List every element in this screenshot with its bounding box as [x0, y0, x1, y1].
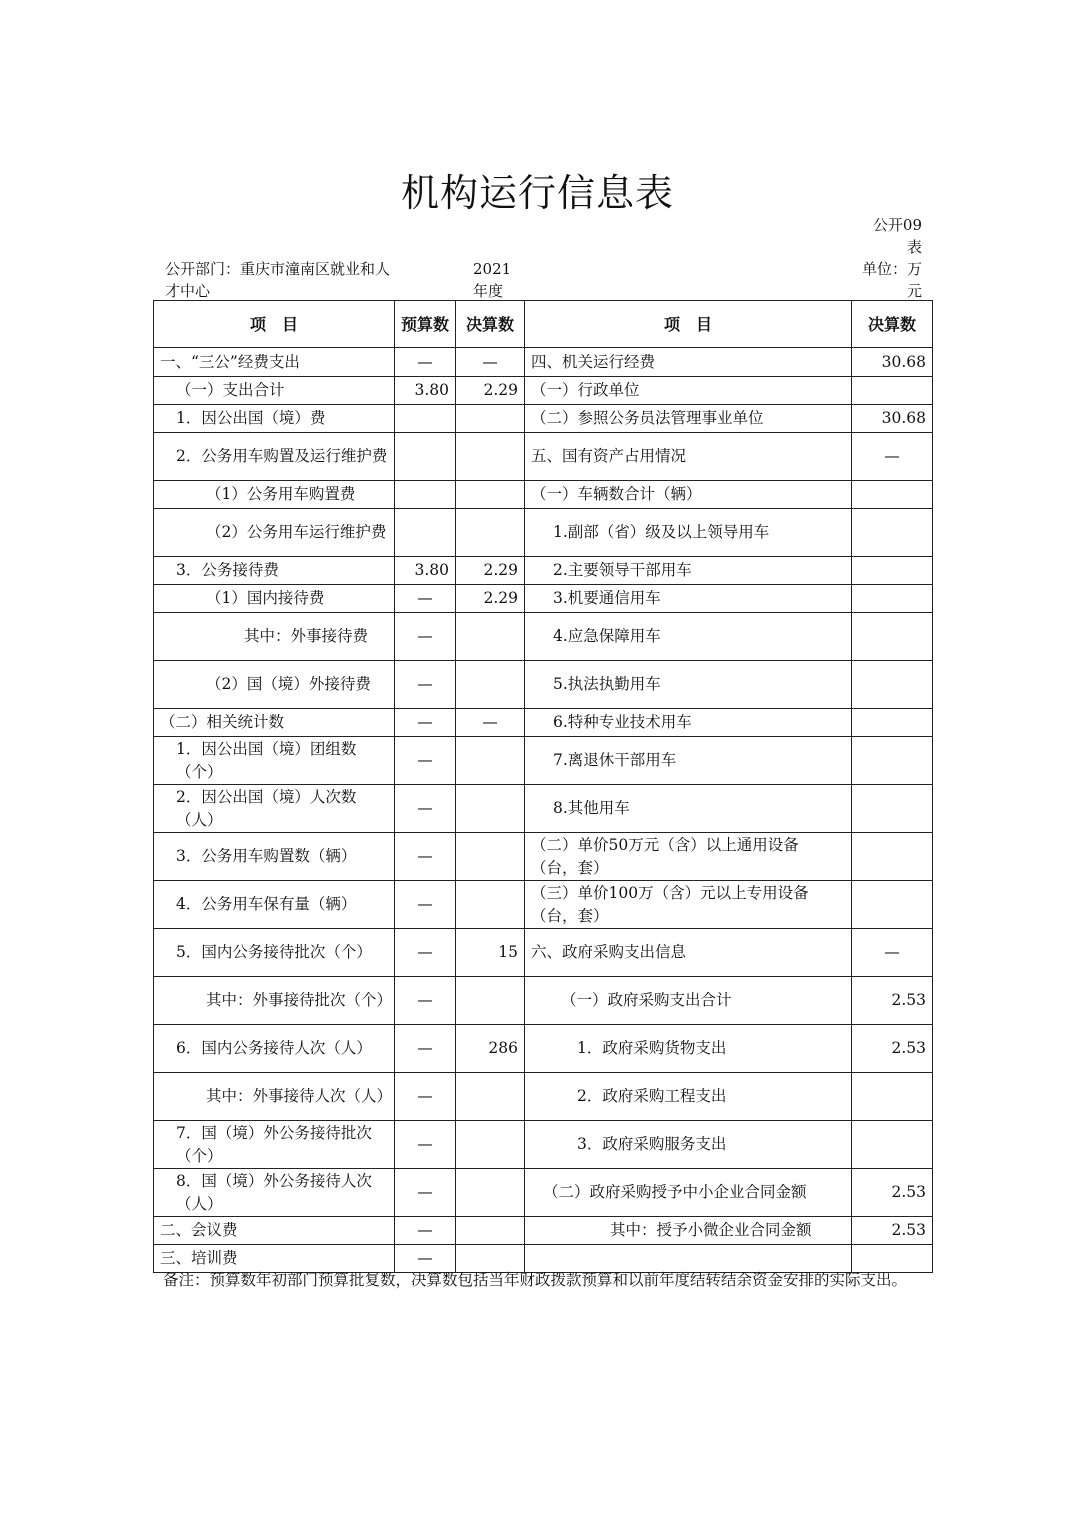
row-item-right: 1.副部（省）级及以上领导用车: [525, 509, 852, 557]
table-row: [154, 509, 933, 557]
table-row: [154, 377, 933, 405]
row-final: [456, 833, 525, 881]
header-item: 项 目: [154, 301, 395, 348]
row-final: [456, 1217, 525, 1245]
row-item: （二）相关统计数: [154, 709, 395, 737]
table-row: [154, 709, 933, 737]
row-item-right: 3．政府采购服务支出: [525, 1121, 852, 1169]
table-code-label: 公开09表: [872, 216, 922, 256]
row-final-right: —: [852, 929, 933, 977]
row-final-right: [852, 833, 933, 881]
row-final: —: [456, 709, 525, 737]
row-final-right: [852, 377, 933, 405]
row-final-right: [852, 661, 933, 709]
year-label: 2021年度: [473, 260, 512, 300]
row-item-right: 1．政府采购货物支出: [525, 1025, 852, 1073]
row-item-right: 5.执法执勤用车: [525, 661, 852, 709]
row-item-right: （一）政府采购支出合计: [525, 977, 852, 1025]
row-budget: [395, 481, 456, 509]
row-item-right: 6.特种专业技术用车: [525, 709, 852, 737]
table-row: [154, 348, 933, 377]
row-item: 其中：外事接待批次（个）: [154, 977, 395, 1025]
row-budget: —: [395, 709, 456, 737]
row-final-right: [852, 509, 933, 557]
table-row: [154, 1025, 933, 1073]
table-row: [154, 737, 933, 785]
row-final: —: [456, 348, 525, 377]
row-item: 3．公务接待费: [154, 557, 395, 585]
row-item: 1．因公出国（境）费: [154, 405, 395, 433]
table-row: [154, 881, 933, 929]
row-item-right: 四、机关运行经费: [525, 348, 852, 377]
row-final: [456, 613, 525, 661]
table-row: [154, 405, 933, 433]
row-item: 一、“三公”经费支出: [154, 348, 395, 377]
header-final: 决算数: [456, 301, 525, 348]
row-final-right: [852, 785, 933, 833]
table-row: [154, 833, 933, 881]
row-item-right: 六、政府采购支出信息: [525, 929, 852, 977]
row-final: [456, 661, 525, 709]
row-final-right: 2.53: [852, 1025, 933, 1073]
row-item-right: 4.应急保障用车: [525, 613, 852, 661]
table-row: [154, 977, 933, 1025]
row-budget: —: [395, 1073, 456, 1121]
row-final-right: 2.53: [852, 977, 933, 1025]
row-final: 2.29: [456, 585, 525, 613]
row-item-right: （二）单价50万元（含）以上通用设备（台，套）: [525, 833, 852, 881]
row-item: 其中：外事接待人次（人）: [154, 1073, 395, 1121]
row-final: 2.29: [456, 377, 525, 405]
header-budget: 预算数: [395, 301, 456, 348]
table-row: [154, 1073, 933, 1121]
row-final-right: [852, 481, 933, 509]
row-item: （一）支出合计: [154, 377, 395, 405]
row-final: [456, 433, 525, 481]
row-item-right: （一）行政单位: [525, 377, 852, 405]
row-item: 三、培训费: [154, 1245, 395, 1273]
row-final: [456, 785, 525, 833]
row-item-right: 2．政府采购工程支出: [525, 1073, 852, 1121]
row-budget: —: [395, 833, 456, 881]
unit-label: 单位：万元: [861, 260, 922, 300]
row-budget: —: [395, 1245, 456, 1273]
row-final-right: 30.68: [852, 348, 933, 377]
row-final-right: [852, 585, 933, 613]
row-item-right: 2.主要领导干部用车: [525, 557, 852, 585]
header-final-right: 决算数: [852, 301, 933, 348]
row-item: （2）国（境）外接待费: [154, 661, 395, 709]
row-item-right: （一）车辆数合计（辆）: [525, 481, 852, 509]
row-budget: —: [395, 881, 456, 929]
row-budget: 3.80: [395, 377, 456, 405]
row-item-right: （二）政府采购授予中小企业合同金额: [525, 1169, 852, 1217]
row-final: 286: [456, 1025, 525, 1073]
footnote: 备注：预算数年初部门预算批复数，决算数包括当年财政拨款预算和以前年度结转结余资金安排的实际支出。: [163, 1271, 908, 1289]
table-row: [154, 613, 933, 661]
row-item: 3．公务用车购置数（辆）: [154, 833, 395, 881]
table-row: [154, 1121, 933, 1169]
row-budget: —: [395, 737, 456, 785]
row-final-right: —: [852, 433, 933, 481]
row-budget: —: [395, 348, 456, 377]
table-row: [154, 1169, 933, 1217]
table-row: [154, 661, 933, 709]
table-row: [154, 785, 933, 833]
row-item: 1．因公出国（境）团组数（个）: [154, 737, 395, 785]
row-item: （1）公务用车购置费: [154, 481, 395, 509]
row-final: [456, 737, 525, 785]
row-budget: —: [395, 785, 456, 833]
row-budget: 3.80: [395, 557, 456, 585]
row-final: [456, 1121, 525, 1169]
row-item: 2．公务用车购置及运行维护费: [154, 433, 395, 481]
row-item: 8．国（境）外公务接待人次（人）: [154, 1169, 395, 1217]
row-final: [456, 509, 525, 557]
row-item-right: （三）单价100万（含）元以上专用设备（台，套）: [525, 881, 852, 929]
row-budget: —: [395, 1217, 456, 1245]
row-budget: —: [395, 929, 456, 977]
row-final-right: [852, 1073, 933, 1121]
row-item: 6．国内公务接待人次（人）: [154, 1025, 395, 1073]
row-budget: —: [395, 613, 456, 661]
row-item-right: 五、国有资产占用情况: [525, 433, 852, 481]
row-final: 2.29: [456, 557, 525, 585]
row-item: 4．公务用车保有量（辆）: [154, 881, 395, 929]
page-title: 机构运行信息表: [400, 171, 674, 215]
row-final: [456, 1169, 525, 1217]
row-item: 2．因公出国（境）人次数（人）: [154, 785, 395, 833]
row-item: 7．国（境）外公务接待批次（个）: [154, 1121, 395, 1169]
row-final-right: 2.53: [852, 1217, 933, 1245]
header-item-right: 项 目: [525, 301, 852, 348]
table-row: [154, 557, 933, 585]
row-item-right: 其中：授予小微企业合同金额: [525, 1217, 852, 1245]
row-budget: —: [395, 661, 456, 709]
row-budget: —: [395, 585, 456, 613]
row-item-right: 8.其他用车: [525, 785, 852, 833]
row-budget: [395, 509, 456, 557]
row-budget: —: [395, 1025, 456, 1073]
table-row: [154, 1217, 933, 1245]
row-item: 5．国内公务接待批次（个）: [154, 929, 395, 977]
row-final-right: 2.53: [852, 1169, 933, 1217]
row-budget: —: [395, 1169, 456, 1217]
department-label: 公开部门：重庆市潼南区就业和人才中心: [165, 260, 391, 300]
table-row: [154, 433, 933, 481]
row-item: 其中：外事接待费: [154, 613, 395, 661]
row-final-right: [852, 737, 933, 785]
table-row: [154, 585, 933, 613]
row-item: （2）公务用车运行维护费: [154, 509, 395, 557]
table-row: [154, 481, 933, 509]
row-final: 15: [456, 929, 525, 977]
row-final: [456, 977, 525, 1025]
row-budget: [395, 405, 456, 433]
row-final-right: [852, 613, 933, 661]
row-final: [456, 881, 525, 929]
row-final: [456, 481, 525, 509]
row-item-right: 7.离退休干部用车: [525, 737, 852, 785]
row-final: [456, 1073, 525, 1121]
row-budget: —: [395, 1121, 456, 1169]
row-final-right: [852, 709, 933, 737]
row-item: 二、会议费: [154, 1217, 395, 1245]
table-row: [154, 929, 933, 977]
row-item-right: 3.机要通信用车: [525, 585, 852, 613]
row-final-right: [852, 1121, 933, 1169]
row-item: （1）国内接待费: [154, 585, 395, 613]
row-final-right: 30.68: [852, 405, 933, 433]
row-final: [456, 405, 525, 433]
row-budget: —: [395, 977, 456, 1025]
row-item-right: （二）参照公务员法管理事业单位: [525, 405, 852, 433]
row-final-right: [852, 557, 933, 585]
row-budget: [395, 433, 456, 481]
info-table: [153, 300, 933, 1273]
row-final-right: [852, 881, 933, 929]
